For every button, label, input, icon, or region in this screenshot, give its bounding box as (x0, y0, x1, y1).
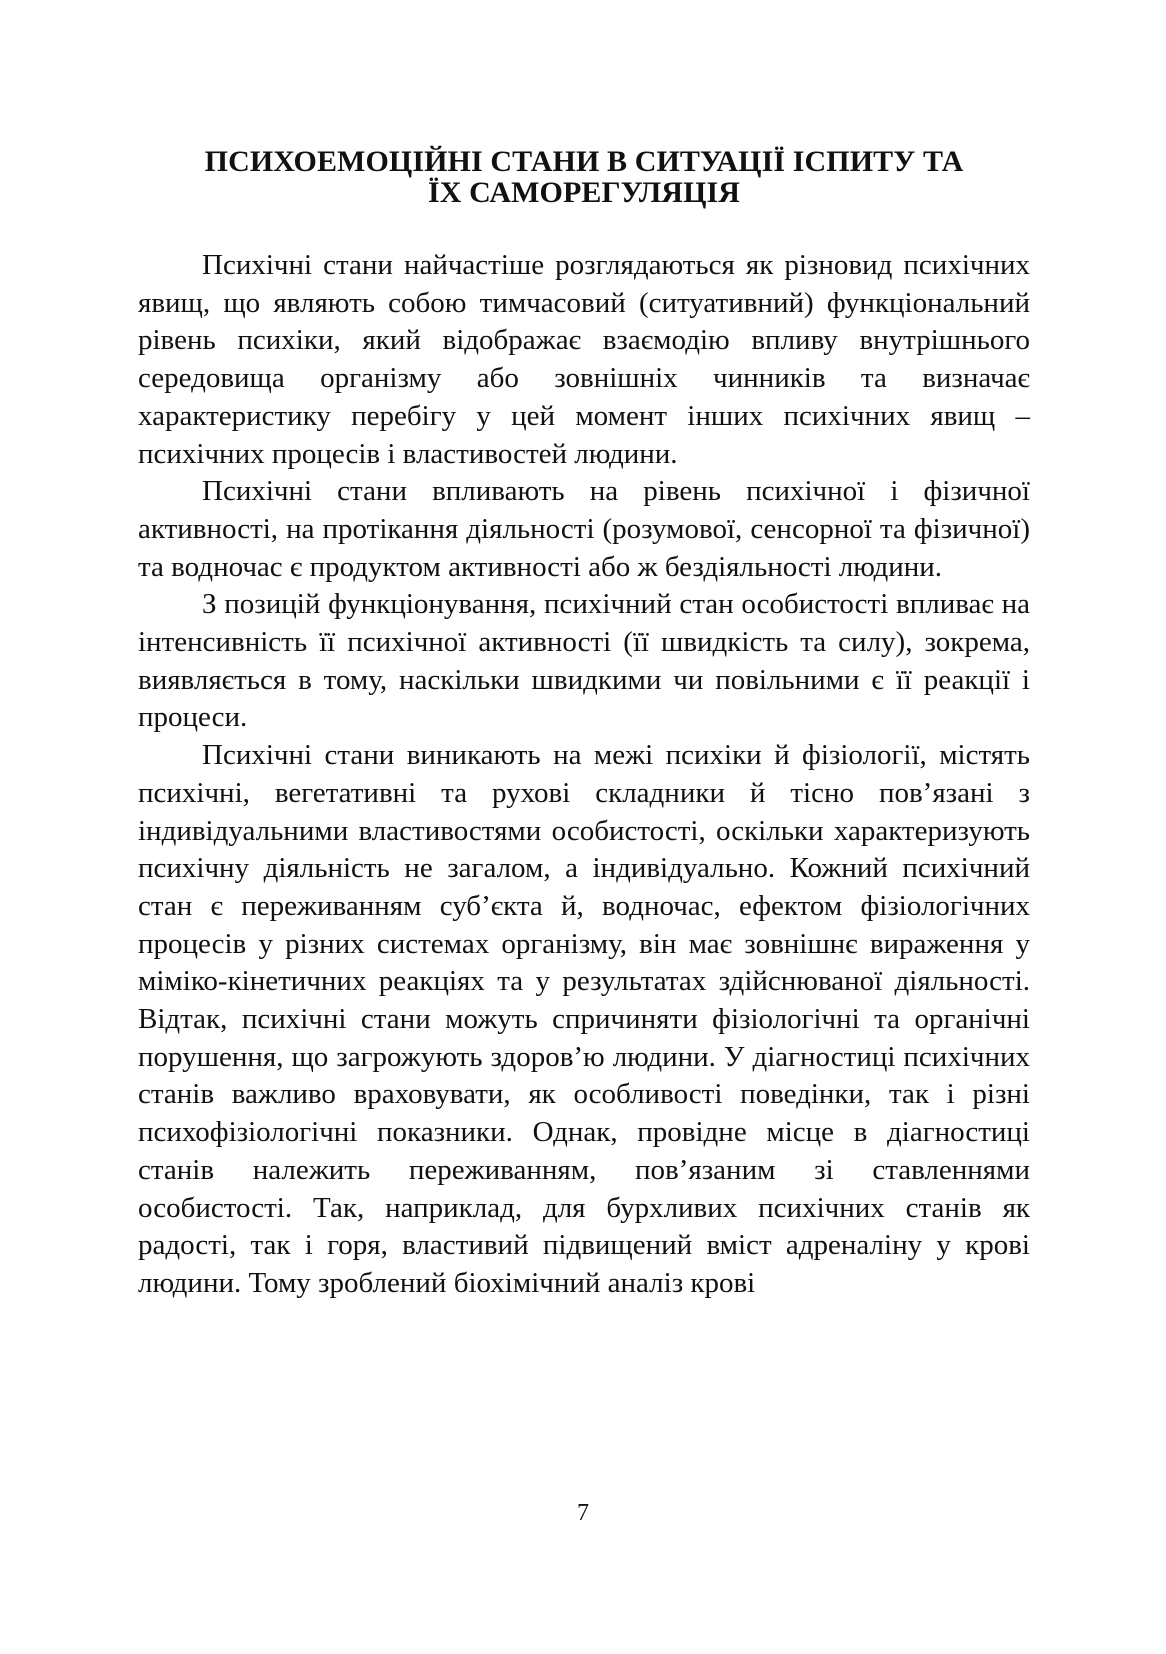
paragraph-2: Психічні стани впливають на рівень психічної і фізичної активності, на протікання діяльності (розумової, сенсорної та фізичної) та водночас є продуктом активності або ж бездіяльності людини. (138, 475, 1030, 583)
paragraph-1: Психічні стани найчастіше розглядаються як різновид психічних явищ, що являють собою тимчасовий (ситуативний) функціональний рівень психіки, який відображає взаємодію впливу внутрішнього середовища організму або зовнішніх чинників та визначає характеристику перебігу у цей момент інших психічних явищ – психічних процесів і властивостей людини. (138, 249, 1030, 470)
title-line-2: ЇХ САМОРЕГУЛЯЦІЯ (427, 176, 741, 209)
paragraph-4: Психічні стани виникають на межі психіки й фізіології, містять психічні, вегетативні та рухові складники й тісно пов’язані з індивідуальними властивостями особистості, оскільки характеризують психічну діяльність не загалом, а індивідуально. Кожний психічний стан є переживанням суб’єкта й, водночас, ефектом фізіологічних процесів у різних системах організму, він має зовнішнє вираження у міміко-кінетичних реакціях та у результатах здійснюваної діяльності. Відтак, психічні стани можуть спричиняти фізіологічні та органічні порушення, що загрожують здоров’ю людини. У діагностиці психічних станів важливо враховувати, як особливості поведінки, так і різні психофізіологічні показники. Однак, провідне місце в діагностиці станів належить переживанням, пов’язаним зі ставленнями особистості. Так, наприклад, для бурхливих психічних станів як радості, так і горя, властивий підвищений вміст адреналіну у крові людини. Тому зроблений біохімічний аналіз крові (138, 739, 1030, 1299)
title-line-1: ПСИХОЕМОЦІЙНІ СТАНИ В СИТУАЦІЇ ІСПИТУ ТА (204, 145, 964, 178)
document-page (138, 146, 1030, 1303)
page-title (138, 146, 1030, 208)
body-text (138, 247, 1030, 1303)
paragraph-3: З позицій функціонування, психічний стан особистості впливає на інтенсивність її психічної активності (її швидкість та силу), зокрема, виявляється в тому, наскільки швидкими чи повільними є її реакції і процеси. (138, 588, 1030, 734)
page-number: 7 (577, 1500, 589, 1526)
